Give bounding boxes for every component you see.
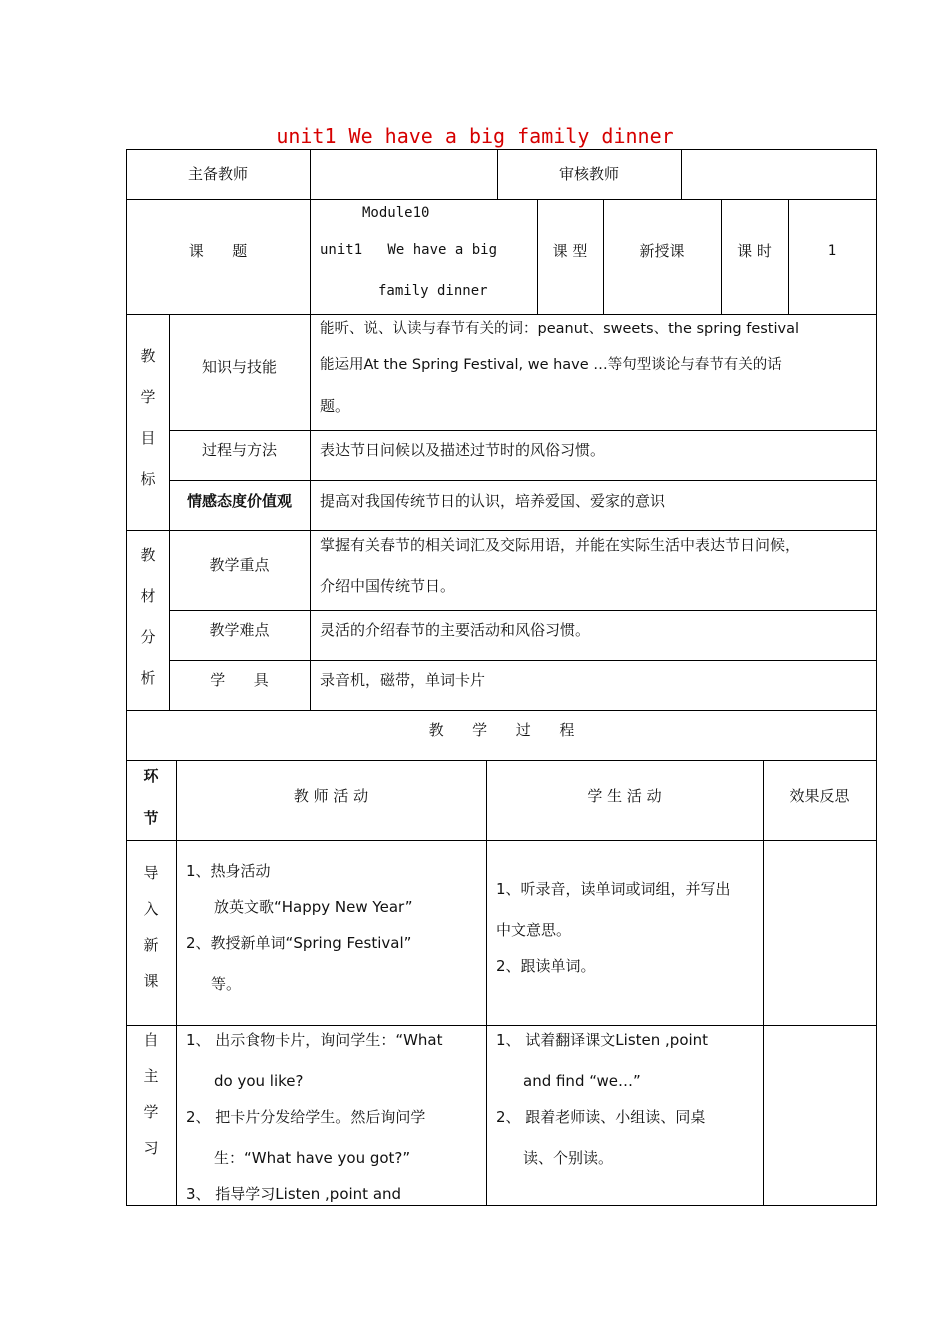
- knowledge-line-2: 能运用At the Spring Festival, we have …等句型谈论与春节有关的话: [320, 357, 782, 373]
- period-value: 1: [827, 243, 837, 259]
- stage-intro-label: 导 入 新 课: [143, 864, 159, 990]
- difficulty-text: 灵活的介绍春节的主要活动和风俗习惯。: [320, 621, 591, 639]
- key-point-line-2: 介绍中国传统节日。: [320, 577, 456, 595]
- student-activity-header: 学 生 活 动: [587, 787, 662, 805]
- intro-teacher-line-2: 放英文歌“Happy New Year”: [214, 898, 413, 916]
- topic-label: 课 题: [188, 242, 248, 260]
- knowledge-line-3: 题。: [320, 397, 351, 415]
- self-study-teacher-line-3: 2、 把卡片分发给学生。然后询问学: [186, 1108, 426, 1126]
- self-study-teacher-line-2: do you like?: [214, 1072, 304, 1090]
- review-teacher-value[interactable]: [682, 150, 876, 199]
- emotion-label: 情感态度价值观: [186, 492, 292, 510]
- intro-teacher-line-1: 1、热身活动: [186, 862, 271, 880]
- topic-line-1: Module10: [362, 205, 430, 221]
- intro-teacher-line-4: 等。: [211, 975, 242, 993]
- key-point-line-1: 掌握有关春节的相关词汇及交际用语，并能在实际生活中表达节日问候，: [320, 536, 801, 554]
- tools-label: 学 具: [210, 671, 269, 689]
- difficulty-label: 教学难点: [209, 621, 270, 639]
- knowledge-label: 知识与技能: [201, 358, 277, 376]
- review-teacher-label: 审核教师: [558, 165, 619, 183]
- key-point-label: 教学重点: [209, 556, 270, 574]
- intro-teacher-line-3: 2、教授新单词“Spring Festival”: [186, 934, 412, 952]
- analysis-group-label: 教 材 分 析: [140, 546, 156, 687]
- self-study-student-line-1: 1、 试着翻译课文Listen ,point: [496, 1031, 709, 1049]
- self-study-teacher-line-4: 生：“What have you got?”: [214, 1149, 411, 1167]
- page-title: unit1 We have a big family dinner: [276, 124, 674, 148]
- process-method-label: 过程与方法: [201, 441, 277, 459]
- intro-student-line-1: 1、听录音，读单词或词组，并写出: [496, 880, 731, 898]
- self-study-teacher-line-5: 3、 指导学习Listen ,point and: [186, 1185, 402, 1203]
- period-label: 课 时: [737, 242, 772, 260]
- knowledge-line-1: 能听、说、认读与春节有关的词：peanut、sweets、the spring festival: [320, 321, 800, 337]
- self-study-student-line-2: and find “we…”: [523, 1072, 641, 1090]
- topic-line-2: unit1 We have a big: [320, 242, 498, 258]
- lesson-type-label: 课 型: [552, 242, 588, 260]
- stage-column-header: 环 节: [143, 767, 159, 827]
- lead-teacher-label: 主备教师: [187, 165, 248, 183]
- objectives-group-label: 教 学 目 标: [140, 347, 156, 488]
- teacher-activity-header: 教 师 活 动: [293, 787, 369, 805]
- process-heading: 教 学 过 程: [428, 721, 575, 739]
- stage-self-study-label: 自 主 学 习: [143, 1031, 159, 1157]
- topic-line-3: family dinner: [378, 283, 488, 299]
- self-study-student-line-4: 读、个别读。: [523, 1149, 614, 1167]
- lead-teacher-value[interactable]: [311, 150, 497, 199]
- self-study-student-line-3: 2、 跟着老师读、小组读、同桌: [496, 1108, 706, 1126]
- process-method-text: 表达节日问候以及描述过节时的风俗习惯。: [320, 441, 606, 459]
- reflection-header: 效果反思: [789, 787, 850, 805]
- intro-student-line-3: 2、跟读单词。: [496, 957, 596, 975]
- self-study-teacher-line-1: 1、 出示食物卡片，询问学生：“What: [186, 1031, 443, 1049]
- emotion-text: 提高对我国传统节日的认识，培养爱国、爱家的意识: [320, 492, 666, 510]
- tools-text: 录音机，磁带，单词卡片: [320, 671, 486, 689]
- intro-student-line-2: 中文意思。: [496, 921, 572, 939]
- lesson-type-value: 新授课: [639, 242, 685, 260]
